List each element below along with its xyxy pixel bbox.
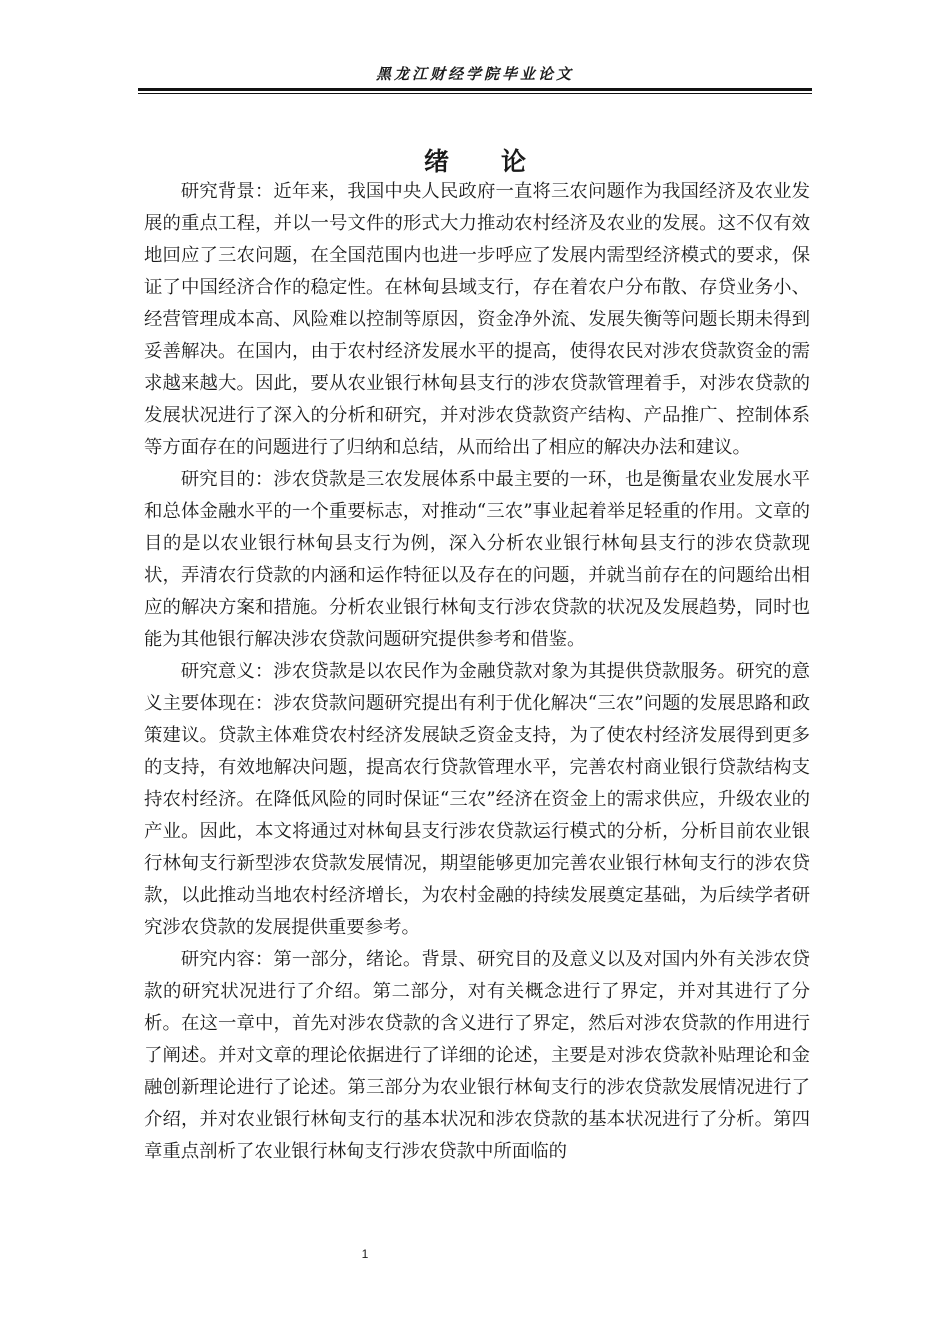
paragraph-background: 研究背景：近年来，我国中央人民政府一直将三农问题作为我国经济及农业发展的重点工程，并以一号文件的形式大力推动农村经济及农业的发展。这不仅有效地回应了三农问题，在全国范围内也进一步呼应了发展内需型经济模式的要求，保证了中国经济合作的稳定性。在林甸县域支行，存在着农户分布散、存贷业务小、经营管理成本高、风险难以控制等原因，资金净外流、发展失衡等问题长期未得到妥善解决。在国内，由于农村经济发展水平的提高，使得农民对涉农贷款资金的需求越来越大。因此，要从农业银行林甸县支行的涉农贷款管理着手，对涉农贷款的发展状况进行了深入的分析和研究，并对涉农贷款资产结构、产品推广、控制体系等方面存在的问题进行了归纳和总结，从而给出了相应的解决办法和建议。 [144, 181, 810, 458]
body-text [144, 176, 810, 1168]
paragraph-significance: 研究意义：涉农贷款是以农民作为金融贷款对象为其提供贷款服务。研究的意义主要体现在：涉农贷款问题研究提出有利于优化解决“三农”问题的发展思路和政策建议。贷款主体难贷农村经济发展缺乏资金支持，为了使农村经济发展得到更多的支持，有效地解决问题，提高农行贷款管理水平，完善农村商业银行贷款结构支持农村经济。在降低风险的同时保证“三农”经济在资金上的需求供应，升级农业的产业。因此，本文将通过对林甸县支行涉农贷款运行模式的分析，分析目前农业银行林甸支行新型涉农贷款发展情况，期望能够更加完善农业银行林甸支行的涉农贷款，以此推动当地农村经济增长，为农村金融的持续发展奠定基础，为后续学者研究涉农贷款的发展提供重要参考。 [144, 661, 810, 938]
paragraph-purpose: 研究目的：涉农贷款是三农发展体系中最主要的一环，也是衡量农业发展水平和总体金融水平的一个重要标志，对推动“三农”事业起着举足轻重的作用。文章的目的是以农业银行林甸县支行为例，深入分析农业银行林甸县支行的涉农贷款现状，弄清农行贷款的内涵和运作特征以及存在的问题，并就当前存在的问题给出相应的解决方案和措施。分析农业银行林甸支行涉农贷款的状况及发展趋势，同时也能为其他银行解决涉农贷款问题研究提供参考和借鉴。 [144, 469, 810, 650]
paragraph-content: 研究内容：第一部分，绪论。背景、研究目的及意义以及对国内外有关涉农贷款的研究状况进行了介绍。第二部分，对有关概念进行了界定，并对其进行了分析。在这一章中，首先对涉农贷款的含义进行了界定，然后对涉农贷款的作用进行了阐述。并对文章的理论依据进行了详细的论述，主要是对涉农贷款补贴理论和金融创新理论进行了论述。第三部分为农业银行林甸支行的涉农贷款发展情况进行了介绍，并对农业银行林甸支行的基本状况和涉农贷款的基本状况进行了分析。第四章重点剖析了农业银行林甸支行涉农贷款中所面临的 [144, 949, 810, 1162]
chapter-title: 绪论 [423, 147, 578, 176]
header-rule-thick [138, 88, 812, 91]
page-number: 1 [361, 1247, 369, 1261]
running-header: 黑龙江财经学院毕业论文 [375, 65, 574, 83]
header-rule-thin [138, 93, 812, 94]
